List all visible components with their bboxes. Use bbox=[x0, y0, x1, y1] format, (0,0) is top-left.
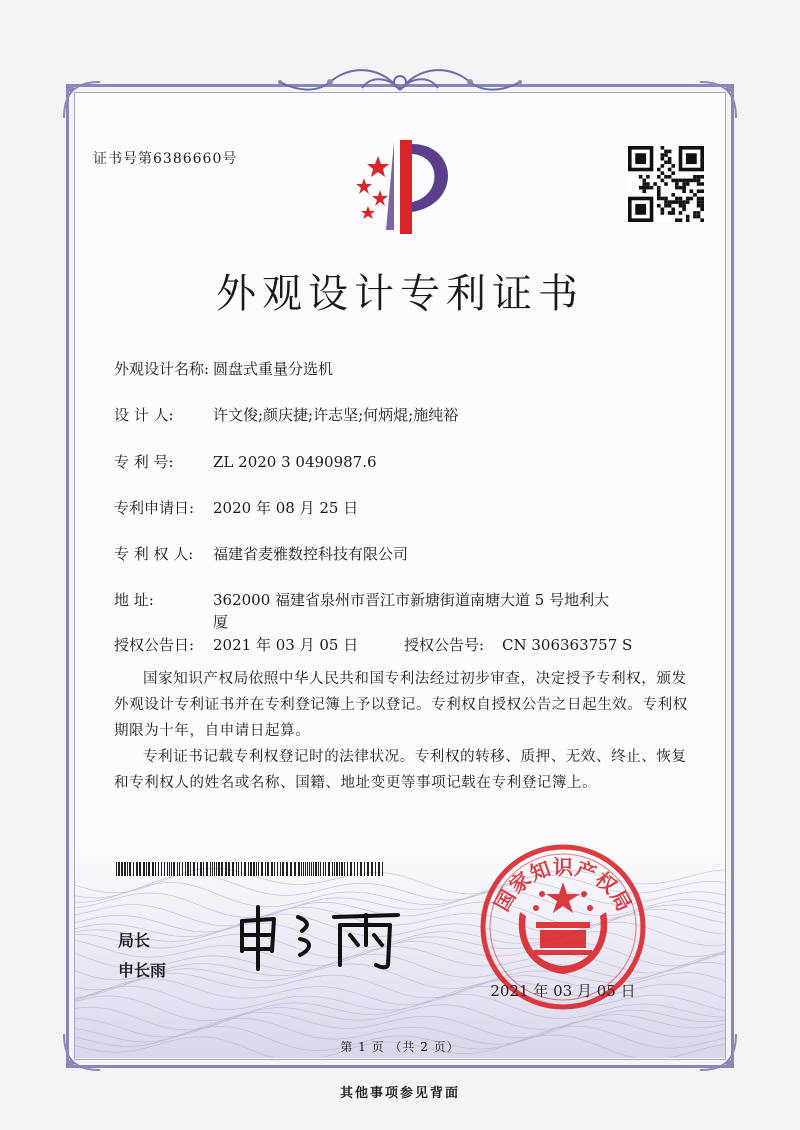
seal-date: 2021 年 03 月 05 日 bbox=[490, 982, 636, 1000]
certificate-number: 证书号第6386660号 bbox=[93, 151, 238, 167]
director-name: 申长雨 bbox=[118, 961, 167, 980]
seal-character: 产 bbox=[572, 856, 600, 886]
director-title: 局长 bbox=[118, 931, 151, 950]
field-value: 2020 年 08 月 25 日 bbox=[213, 499, 359, 517]
field-label: 专利申请日: bbox=[114, 499, 195, 517]
corner-ornament-top-left bbox=[60, 78, 130, 148]
field-value: 许文俊;颜庆捷;许志坚;何炳焜;施纯裕 bbox=[213, 406, 459, 424]
field-value: 圆盘式重量分选机 bbox=[213, 360, 334, 378]
seal-character: 局 bbox=[605, 885, 637, 916]
field-value-continued: 厦 bbox=[213, 613, 229, 631]
barcode-icon bbox=[116, 862, 384, 876]
seal-character: 识 bbox=[553, 855, 573, 879]
field-label: 地 址: bbox=[114, 591, 154, 609]
field-label: 授权公告日: bbox=[114, 636, 195, 654]
field-value: 362000 福建省泉州市晋江市新塘街道南塘大道 5 号地利大 bbox=[213, 591, 610, 609]
field-label: 专 利 号: bbox=[114, 453, 174, 471]
field-value: CN 306363757 S bbox=[502, 636, 633, 654]
field-label: 外观设计名称: bbox=[114, 360, 210, 378]
director-signature bbox=[228, 895, 408, 975]
seal-character: 家 bbox=[504, 867, 536, 899]
corner-ornament-top-right bbox=[670, 78, 740, 148]
field-value: 2021 年 03 月 05 日 bbox=[213, 636, 359, 654]
field-label: 授权公告号: bbox=[404, 636, 485, 654]
field-value: ZL 2020 3 0490987.6 bbox=[213, 453, 377, 471]
field-label: 设 计 人: bbox=[114, 406, 174, 424]
grant-statement-paragraph: 国家知识产权局依照中华人民共和国专利法经过初步审查，决定授予专利权，颁发外观设计专利证书并在专利登记簿上予以登记。专利权自授权公告之日起生效。专利权期限为十年，自申请日起算。 bbox=[114, 671, 688, 739]
field-value: 福建省麦雅数控科技有限公司 bbox=[213, 545, 409, 563]
certificate-title: 外观设计专利证书 bbox=[216, 271, 584, 317]
page-number: 第 1 页 （共 2 页） bbox=[340, 1040, 460, 1054]
legal-status-paragraph: 专利证书记载专利权登记时的法律状况。专利权的转移、质押、无效、终止、恢复和专利权人的姓名或名称、国籍、地址变更等事项记载在专利登记簿上。 bbox=[114, 749, 687, 791]
cnipa-logo-icon bbox=[338, 134, 468, 244]
qr-code-icon bbox=[628, 146, 704, 222]
footer-note: 其他事项参见背面 bbox=[339, 1086, 460, 1101]
top-ornament bbox=[270, 60, 530, 100]
seal-character: 知 bbox=[526, 856, 554, 886]
seal-character: 权 bbox=[590, 867, 622, 899]
seal-character: 国 bbox=[489, 885, 521, 916]
field-label: 专 利 权 人: bbox=[114, 545, 194, 563]
